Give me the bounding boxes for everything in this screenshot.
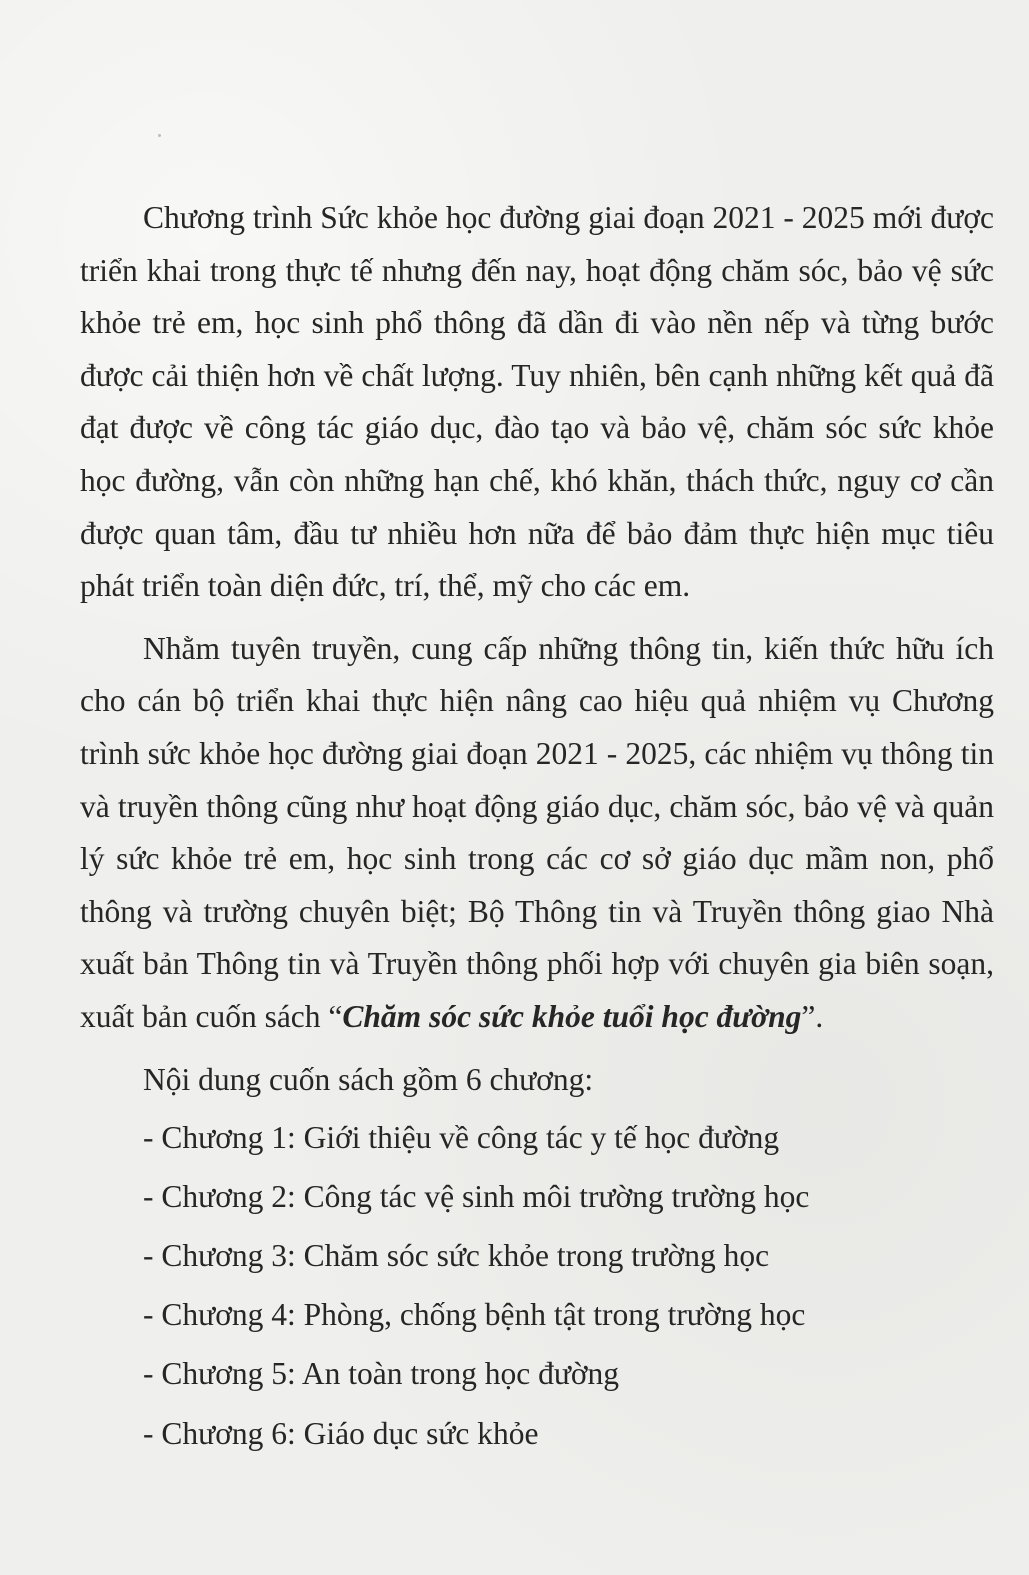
contents-intro: Nội dung cuốn sách gồm 6 chương: [143, 1061, 594, 1097]
chapter-item: - Chương 5: An toàn trong học đường [143, 1356, 620, 1392]
paragraph-1: Chương trình Sức khỏe học đường giai đoạn 2021 - 2025 mới được triển khai trong thực tế nhưng đến nay, hoạt động chăm sóc, bảo vệ sức khỏe trẻ em, học sinh phổ thông đã dần đi vào nền nếp và từng bước được cải thiện hơn về chất lượng. Tuy nhiên, bên cạnh những kết quả đã đạt được về công tác giáo dục, đào tạo và bảo vệ, chăm sóc sức khỏe học đường, vẫn còn những hạn chế, khó khăn, thách thức, nguy cơ cần được quan tâm, đầu tư nhiều hơn nữa để bảo đảm thực hiện mục tiêu phát triển toàn diện đức, trí, thể, mỹ cho các em. [80, 200, 994, 604]
page-content [80, 192, 994, 1467]
paragraph-2-end: ”. [801, 998, 824, 1034]
chapter-item: - Chương 3: Chăm sóc sức khỏe trong trường học [143, 1238, 770, 1274]
paragraph-2-text: Nhằm tuyên truyền, cung cấp những thông tin, kiến thức hữu ích cho cán bộ triển khai thực hiện nâng cao hiệu quả nhiệm vụ Chương trình sức khỏe học đường giai đoạn 2021 - 2025, các nhiệm vụ thông tin và truyền thông cũng như hoạt động giáo dục, chăm sóc, bảo vệ và quản lý sức khỏe trẻ em, học sinh trong các cơ sở giáo dục mầm non, phổ thông và trường chuyên biệt; Bộ Thông tin và Truyền thông giao Nhà xuất bản Thông tin và Truyền thông phối hợp với chuyên gia biên soạn, xuất bản cuốn sách “ [80, 630, 994, 1034]
chapter-item: - Chương 2: Công tác vệ sinh môi trường trường học [143, 1179, 810, 1215]
chapter-item: - Chương 4: Phòng, chống bệnh tật trong trường học [143, 1297, 806, 1333]
chapter-item: - Chương 1: Giới thiệu về công tác y tế học đường [143, 1120, 780, 1156]
paragraph-2 [80, 623, 994, 1044]
book-title: Chăm sóc sức khỏe tuổi học đường [342, 998, 802, 1034]
paper-speck [158, 134, 161, 137]
chapter-item: - Chương 6: Giáo dục sức khỏe [143, 1415, 539, 1451]
chapter-list [80, 1112, 994, 1460]
